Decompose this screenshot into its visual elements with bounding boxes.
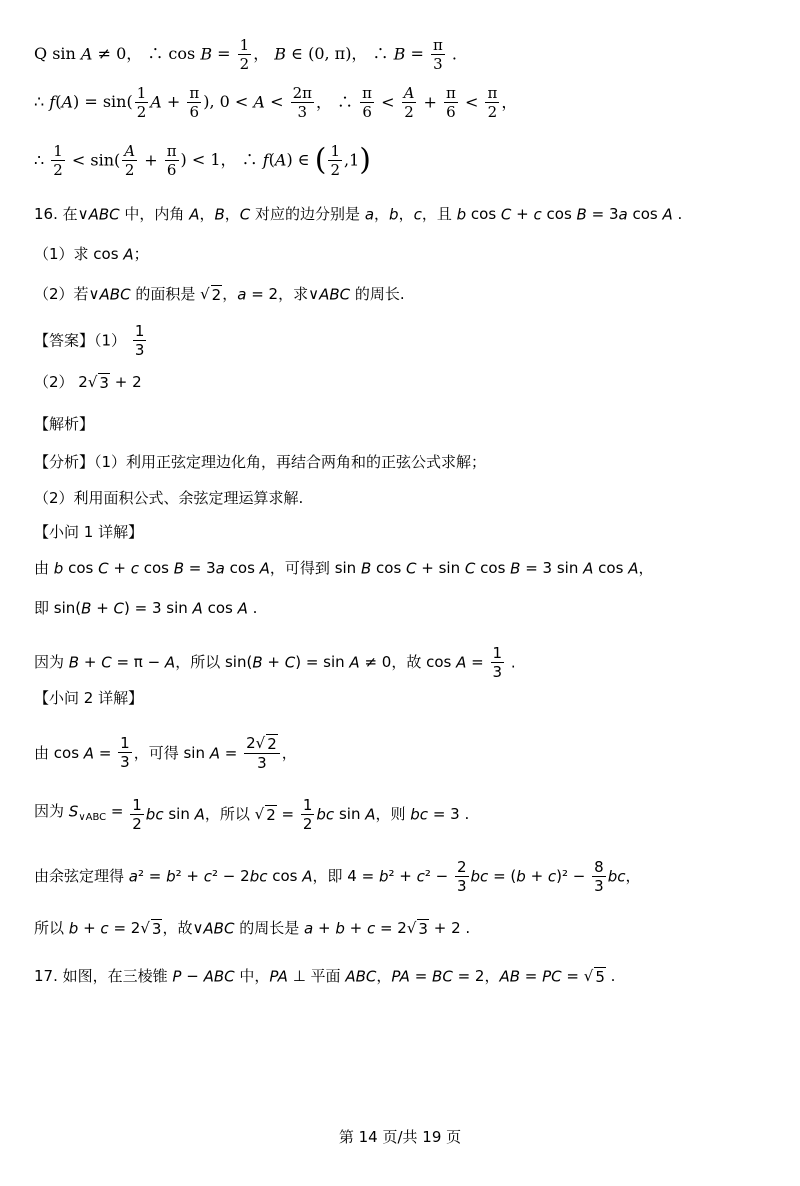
solution-2-line-2: 因为 $S_{\vee ABC}$ = $\frac{1}{2}$ bc sin A，所以 √ 2 = $\frac{1}{2}$ bc sin A，则 bc = 3 .	[34, 796, 470, 833]
line-1: Q sin A ≠ 0， ∴ cos B = $\frac{1}{2}$ ， B ∈ (0, π)， ∴ B = $\frac{\pi}{3}$ .	[34, 36, 457, 73]
analysis-part-2: （2）利用面积公式、余弦定理运算求解.	[34, 489, 304, 507]
problem-16-part-1: （1）求 cos A；	[34, 245, 149, 264]
solution-2-line-3: 由余弦定理得 a² = b² + c² − 2bc cos A，即 4 = b² + c² − $\frac{2}{3}$ bc = (b + c)² − $\frac{8}{3}$ bc，	[34, 858, 641, 895]
problem-17-statement: 17. 如图，在三棱锥 P − ABC 中，PA ⊥ 平面 ABC，PA = BC = 2，AB = PC = √ 5 .	[34, 967, 616, 986]
answer-1: 【答案】（1） $\frac{1}{3}$	[34, 322, 145, 359]
page-footer: 第 14 页/共 19 页	[338, 1128, 462, 1146]
solution-1-line-3: 因为 B + C = π − A，所以 sin(B + C) = sin A ≠ 0，故 cos A = $\frac{1}{3}$ .	[34, 644, 516, 681]
solution-2-line-1: 由 cos A = $\frac{1}{3}$ ，可得 sin A = $\frac{2√ 2}{3}$ ，	[34, 734, 297, 772]
line-2: ∴ f(A) = sin( $\frac{1}{2}$ A + $\frac{\pi}{6}$ ), 0 < A < $\frac{2\pi}{3}$ ， ∴ $\frac{\pi}{6}$ < $\frac{A}{2}$ + $\frac{\pi}{6}$ < $\frac{\pi}{2}$ ，	[34, 84, 518, 121]
subquestion-1-heading: 【小问 1 详解】	[34, 523, 144, 541]
line-3: ∴ $\frac{1}{2}$ < sin( $\frac{A}{2}$ + $\frac{\pi}{6}$ ) < 1， ∴ f(A) ∈ ( $\frac{1}{2}$ ,1)	[34, 142, 371, 179]
solution-2-line-4: 所以 b + c = 2√ 3，故∨ABC 的周长是 a + b + c = 2√ 3 + 2 .	[34, 919, 471, 938]
problem-16-part-2: （2）若∨ABC 的面积是 √ 2，a = 2，求∨ABC 的周长.	[34, 285, 405, 304]
problem-16-statement: 16. 在∨ABC 中，内角 A，B，C 对应的边分别是 a，b，c，且 b cos C + c cos B = 3a cos A .	[34, 205, 683, 224]
subquestion-2-heading: 【小问 2 详解】	[34, 689, 144, 707]
analysis-heading: 【解析】	[34, 415, 95, 433]
solution-1-line-2: 即 sin(B + C) = 3 sin A cos A .	[34, 599, 258, 618]
answer-2: （2） 2√ 3 + 2	[34, 373, 142, 392]
solution-1-line-1: 由 b cos C + c cos B = 3a cos A，可得到 sin B cos C + sin C cos B = 3 sin A cos A，	[34, 559, 654, 578]
analysis-part-1: 【分析】（1）利用正弦定理边化角，再结合两角和的正弦公式求解；	[34, 453, 487, 471]
